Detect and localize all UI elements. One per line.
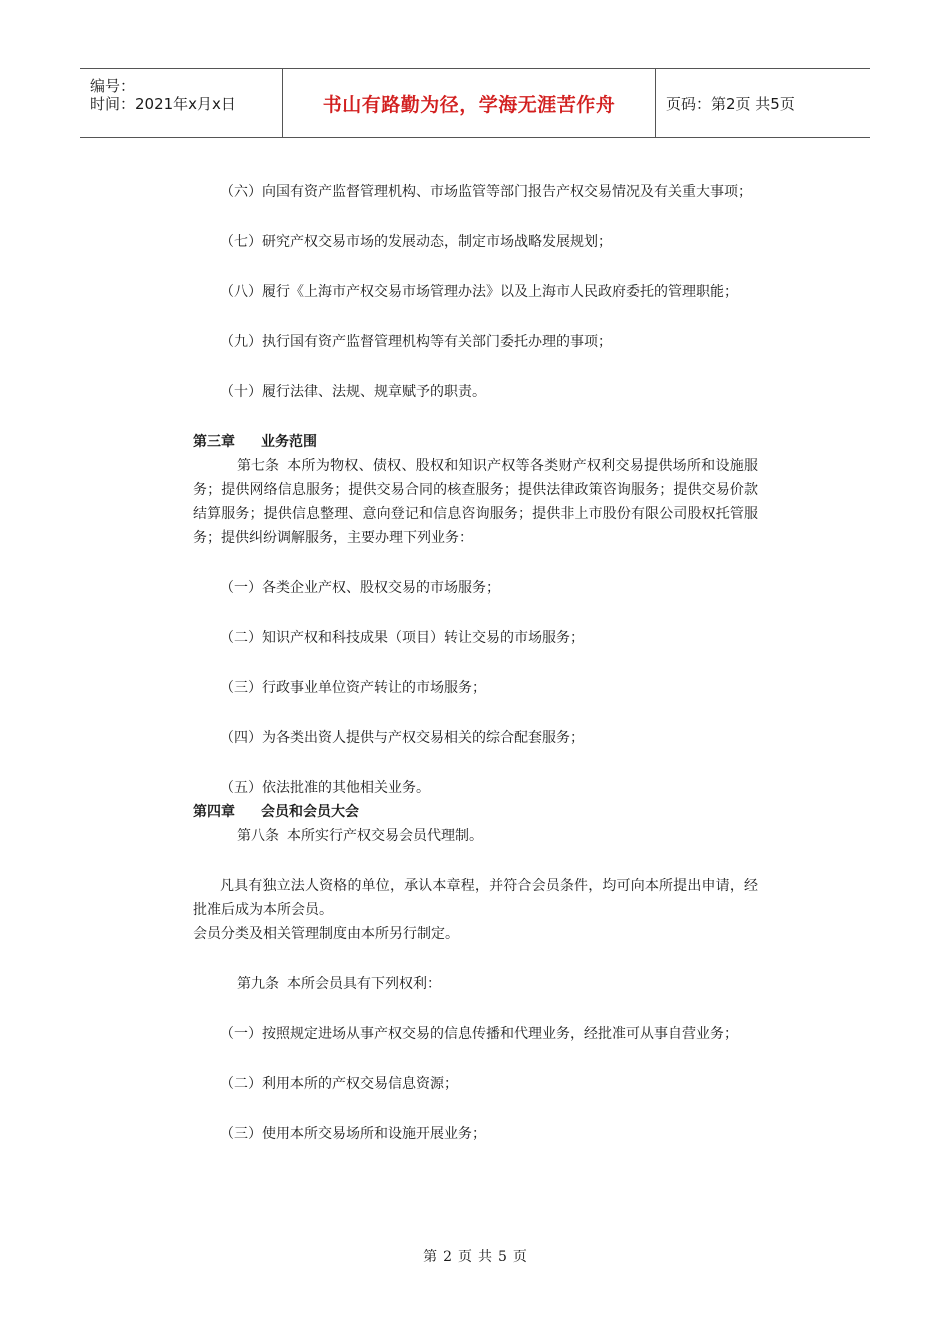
header-page-cell	[656, 69, 870, 137]
document-header	[80, 68, 870, 138]
chapter-3-title: 业务范围	[261, 434, 317, 450]
item-8: （八）履行《上海市产权交易市场管理办法》以及上海市人民政府委托的管理职能；	[220, 284, 738, 300]
item-9: （九）执行国有资产监督管理机构等有关部门委托办理的事项；	[220, 334, 612, 350]
page-footer	[0, 1246, 950, 1266]
article-9-text: 本所会员具有下列权利：	[287, 976, 441, 992]
document-body	[193, 180, 758, 1146]
chapter-3-number: 第三章	[193, 434, 235, 450]
article-9-number: 第九条	[237, 976, 279, 992]
article-8	[193, 824, 758, 848]
article-7	[193, 454, 758, 550]
footer-di: 第	[423, 1249, 438, 1265]
page-info: 页码：第2页 共5页	[666, 94, 795, 113]
chapter-4-number: 第四章	[193, 804, 235, 820]
chapter-4-title: 会员和会员大会	[261, 804, 359, 820]
footer-ye-2: 页	[512, 1249, 527, 1265]
right-item-3: （三）使用本所交易场所和设施开展业务；	[220, 1126, 486, 1142]
membership-paragraph-2: 会员分类及相关管理制度由本所另行制定。	[193, 926, 459, 942]
header-info-cell	[80, 69, 283, 137]
item-7: （七）研究产权交易市场的发展动态，制定市场战略发展规划；	[220, 234, 612, 250]
item-6: （六）向国有资产监督管理机构、市场监管等部门报告产权交易情况及有关重大事项；	[220, 184, 752, 200]
time-label: 时间：2021年x月x日	[90, 95, 236, 113]
article-8-number: 第八条	[237, 828, 279, 844]
membership-paragraph: 凡具有独立法人资格的单位，承认本章程，并符合会员条件，均可向本所提出申请，经批准后成为本所会员。	[193, 878, 758, 918]
footer-total-pages: 5	[498, 1249, 507, 1265]
business-item-4: （四）为各类出资人提供与产权交易相关的综合配套服务；	[220, 730, 584, 746]
business-item-3: （三）行政事业单位资产转让的市场服务；	[220, 680, 486, 696]
article-7-number: 第七条	[237, 458, 279, 474]
number-label: 编号：	[90, 77, 136, 95]
chapter-4-heading	[193, 800, 758, 824]
footer-ye: 页	[458, 1249, 472, 1265]
footer-page-number: 2	[443, 1249, 452, 1265]
business-item-5: （五）依法批准的其他相关业务。	[220, 780, 430, 796]
item-10: （十）履行法律、法规、规章赋予的职责。	[220, 384, 486, 400]
right-item-2: （二）利用本所的产权交易信息资源；	[220, 1076, 458, 1092]
chapter-3-heading	[193, 430, 758, 454]
header-motto-cell	[283, 69, 656, 137]
right-item-1: （一）按照规定进场从事产权交易的信息传播和代理业务，经批准可从事自营业务；	[220, 1026, 738, 1042]
business-item-2: （二）知识产权和科技成果（项目）转让交易的市场服务；	[220, 630, 584, 646]
motto-text: 书山有路勤为径，学海无涯苦作舟	[322, 93, 616, 116]
business-item-1: （一）各类企业产权、股权交易的市场服务；	[220, 580, 500, 596]
article-8-text: 本所实行产权交易会员代理制。	[287, 828, 483, 844]
article-9	[193, 972, 758, 996]
article-7-text: 本所为物权、债权、股权和知识产权等各类财产权利交易提供场所和设施服务；提供网络信息服务；提供交易合同的核查服务；提供法律政策咨询服务；提供交易价款结算服务；提供信息整理、意向登记和信息咨询服务；提供非上市股份有限公司股权托管服务；提供纠纷调解服务，主要办理下列业务：	[193, 458, 758, 546]
footer-gong: 共	[478, 1249, 492, 1265]
